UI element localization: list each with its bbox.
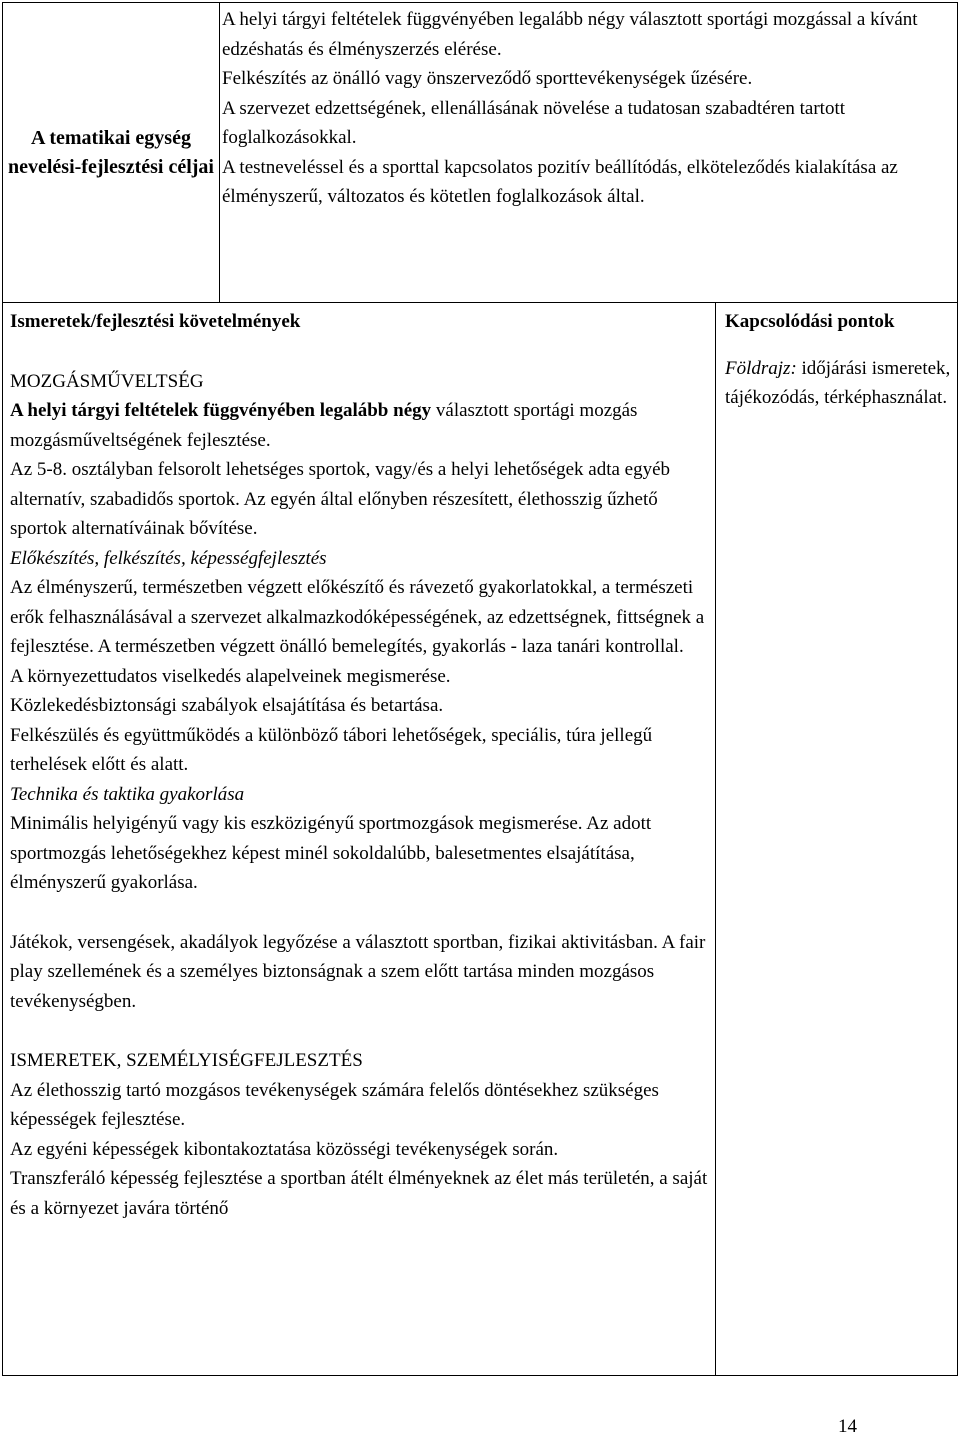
paragraph: [10, 396, 715, 455]
goal-line: A helyi tárgyi feltételek függvényében legalább négy választott sportági mozgással a kívánt edzéshatás és élményszerzés elérése.: [222, 9, 918, 60]
paragraph: Közlekedésbiztonsági szabályok elsajátítása és betartása.: [10, 695, 444, 716]
paragraph: Az egyéni képességek kibontakoztatása közösségi tevékenységek során.: [10, 1138, 559, 1160]
goals-row: [3, 3, 957, 303]
paragraph: Felkészülés és együttműködés a különböző tábori lehetőségek, speciális, túra jellegű terhelések előtt és alatt.: [10, 724, 653, 775]
goal-line: A szervezet edzettségének, ellenállásának növelése a tudatosan szabadtéren tartott foglalkozásokkal.: [222, 97, 846, 148]
goal-line: A testneveléssel és a sporttal kapcsolatos pozitív beállítódás, elköteleződés kialakítása az élményszerű, változatos és kötetlen foglalkozások által.: [222, 156, 898, 207]
links-text: időjárási ismeretek, tájékozódás, térképhasználat.: [725, 357, 951, 408]
section-title-movement: MOZGÁSMŰVELTSÉG: [10, 370, 204, 392]
links-subject: Földrajz:: [725, 357, 797, 379]
page-number: 14: [838, 1416, 857, 1437]
paragraph: Az élményszerű, természetben végzett előkészítő és rávezető gyakorlatokkal, a természeti erők felhasználásával a szervezet alkalmazkodóképességének, az edzettségnek, fittségnek a fejlesztése. A természetben végzett önálló bemelegítés, gyakorlás - laza tanári kontrollal.: [10, 577, 705, 657]
paragraph: A környezettudatos viselkedés alapelveinek megismerése.: [10, 665, 451, 687]
goals-content: [222, 5, 951, 212]
subheading-technique: Technika és taktika gyakorlása: [10, 783, 245, 805]
requirements-header: Ismeretek/fejlesztési követelmények: [10, 311, 301, 332]
section-title-knowledge: ISMERETEK, SZEMÉLYISÉGFEJLESZTÉS: [10, 1050, 363, 1071]
paragraph: Az élethosszig tartó mozgásos tevékenységek számára felelős döntésekhez szükséges képességek fejlesztése.: [10, 1079, 659, 1130]
paragraph: Minimális helyigényű vagy kis eszközigényű sportmozgások megismerése. Az adott sportmozgás lehetőségekhez képest minél sokoldalúbb, balesetmentes elsajátítása, élményszerű gyakorlása.: [10, 813, 652, 893]
requirements-row: [3, 303, 957, 1375]
paragraph: Transzferáló képesség fejlesztése a sportban átélt élményeknek az élet más területén, a saját és a környezet javára történő: [10, 1168, 708, 1219]
paragraph: Az 5-8. osztályban felsorolt lehetséges sportok, vagy/és a helyi lehetőségek adta egyéb alternatív, szabadidős sportok. Az egyén által előnyben részesített, élethosszig űzhető sportok alternatíváinak bővítése.: [10, 459, 671, 539]
links-content: [725, 354, 953, 413]
goals-label: A tematikai egység nevelési-fejlesztési céljai: [3, 3, 220, 302]
bold-run: A helyi tárgyi feltételek függvényében legalább négy: [10, 400, 432, 421]
paragraph: Játékok, versengések, akadályok legyőzése a választott sportban, fizikai aktivitásban. A fair play szellemének és a személyes biztonságnak a szem előtt tartása minden mozgásos tevékenységben.: [10, 931, 706, 1012]
text-run: választott sportági mozgás mozgásműveltségének fejlesztése.: [10, 400, 638, 451]
requirements-column: [3, 303, 716, 1375]
subheading-preparation: Előkészítés, felkészítés, képességfejlesztés: [10, 547, 327, 569]
links-column: [725, 307, 953, 413]
links-header: Kapcsolódási pontok: [725, 311, 895, 332]
curriculum-table: [2, 2, 958, 1376]
goal-line: Felkészítés az önálló vagy önszerveződő sporttevékenységek űzésére.: [222, 68, 753, 89]
